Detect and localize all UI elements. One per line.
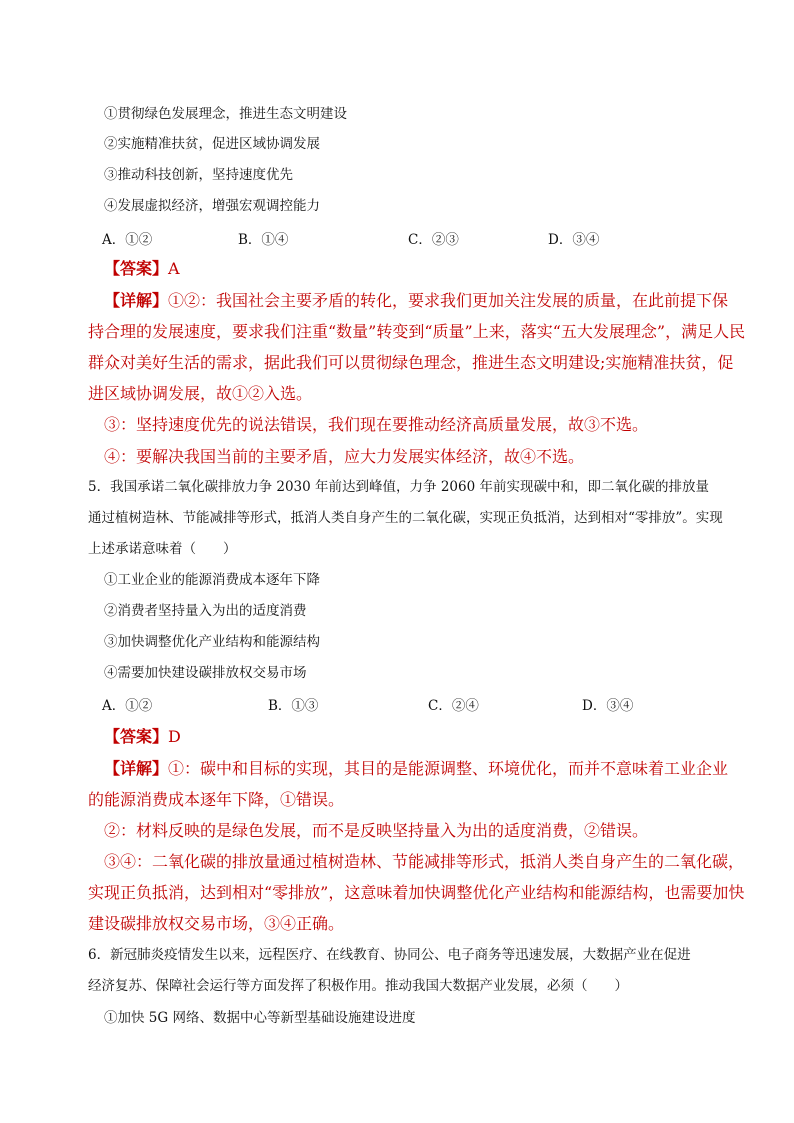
- q5-option-1: ①工业企业的能源消费成本逐年下降: [104, 572, 320, 588]
- q4-detail-tag: 【详解】: [104, 291, 169, 310]
- q4-detail-text-1: ①②：我国社会主要矛盾的转化，要求我们更加关注发展的质量，在此前提下保: [168, 291, 729, 310]
- q4-answer-letter: A: [168, 259, 180, 278]
- q5-detail-tag: 【详解】: [104, 759, 169, 778]
- q4-option-3: ③推动科技创新，坚持速度优先: [104, 167, 293, 183]
- q5-answer: [104, 726, 181, 748]
- q5-choices: [102, 694, 722, 714]
- q5-detail-line-1: [104, 758, 728, 780]
- q4-answer-tag: 【答案】: [104, 259, 169, 278]
- q5-detail-line-2: 的能源消费成本逐年下降，①错误。: [88, 790, 345, 809]
- q4-choice-a: A．①②: [102, 232, 153, 248]
- q5-choice-a: A．①②: [102, 698, 153, 714]
- q5-choice-c: C．②④: [428, 698, 479, 714]
- q4-detail-line-3: 群众对美好生活的需求，据此我们可以贯彻绿色理念，推进生态文明建设;实施精准扶贫，促: [88, 353, 734, 372]
- q5-answer-letter: D: [168, 727, 181, 746]
- q4-option-1: ①贯彻绿色发展理念，推进生态文明建设: [104, 106, 347, 122]
- q5-detail-text-1: ①：碳中和目标的实现，其目的是能源调整、环境优化，而并不意味着工业企业: [168, 759, 729, 778]
- q5-extra-block-1: ③④：二氧化碳的排放量通过植树造林、节能减排等形式，抵消人类自身产生的二氧化碳，: [104, 852, 745, 871]
- q4-choice-d: D．③④: [548, 232, 600, 248]
- q5-stem-2: 通过植树造林、节能减排等形式，抵消人类自身产生的二氧化碳，实现正负抵消，达到相对“零排放”。实现: [88, 510, 723, 526]
- q5-extra-block-3: 建设碳排放权交易市场，③④正确。: [88, 914, 345, 933]
- q4-option-4: ④发展虚拟经济，增强宏观调控能力: [104, 198, 320, 214]
- q5-option-4: ④需要加快建设碳排放权交易市场: [104, 665, 307, 681]
- q5-stem-3: 上述承诺意味着（ ）: [88, 541, 237, 557]
- q6-option-1: ①加快 5G 网络、数据中心等新型基础设施建设进度: [104, 1010, 416, 1026]
- q4-extra-1: ③：坚持速度优先的说法错误，我们现在要推动经济高质量发展，故③不选。: [104, 415, 649, 434]
- q6-stem-1: 6．新冠肺炎疫情发生以来，远程医疗、在线教育、协同公、电子商务等迅速发展，大数据产业在促进: [88, 947, 691, 963]
- q5-choice-d: D．③④: [582, 698, 634, 714]
- q6-stem-2: 经济复苏、保障社会运行等方面发挥了积极作用。推动我国大数据产业发展，必须（ ）: [88, 978, 628, 994]
- q4-detail-line-4: 进区域协调发展，故①②入选。: [88, 384, 313, 403]
- q4-choice-b: B．①④: [238, 232, 289, 248]
- q4-detail-line-2: 持合理的发展速度，要求我们注重“数量”转变到“质量”上来，落实“五大发展理念”，满足人民: [88, 322, 746, 341]
- q4-answer: [104, 258, 180, 280]
- q4-detail-line-1: [104, 290, 728, 312]
- q5-option-2: ②消费者坚持量入为出的适度消费: [104, 603, 307, 619]
- q5-extra-block-2: 实现正负抵消，达到相对“零排放”，这意味着加快调整优化产业结构和能源结构，也需要加快: [88, 883, 745, 902]
- q4-choice-c: C．②③: [408, 232, 459, 248]
- q5-answer-tag: 【答案】: [104, 727, 169, 746]
- q5-choice-b: B．①③: [268, 698, 319, 714]
- q4-extra-2: ④：要解决我国当前的主要矛盾，应大力发展实体经济，故④不选。: [104, 447, 585, 466]
- q5-stem-1: 5．我国承诺二氧化碳排放力争 2030 年前达到峰值，力争 2060 年前实现碳中和，即二氧化碳的排放量: [88, 479, 709, 495]
- q5-extra-line: ②：材料反映的是绿色发展，而不是反映坚持量入为出的适度消费，②错误。: [104, 821, 649, 840]
- q5-option-3: ③加快调整优化产业结构和能源结构: [104, 634, 320, 650]
- q4-option-2: ②实施精准扶贫，促进区域协调发展: [104, 136, 320, 152]
- q4-choices: [102, 228, 722, 248]
